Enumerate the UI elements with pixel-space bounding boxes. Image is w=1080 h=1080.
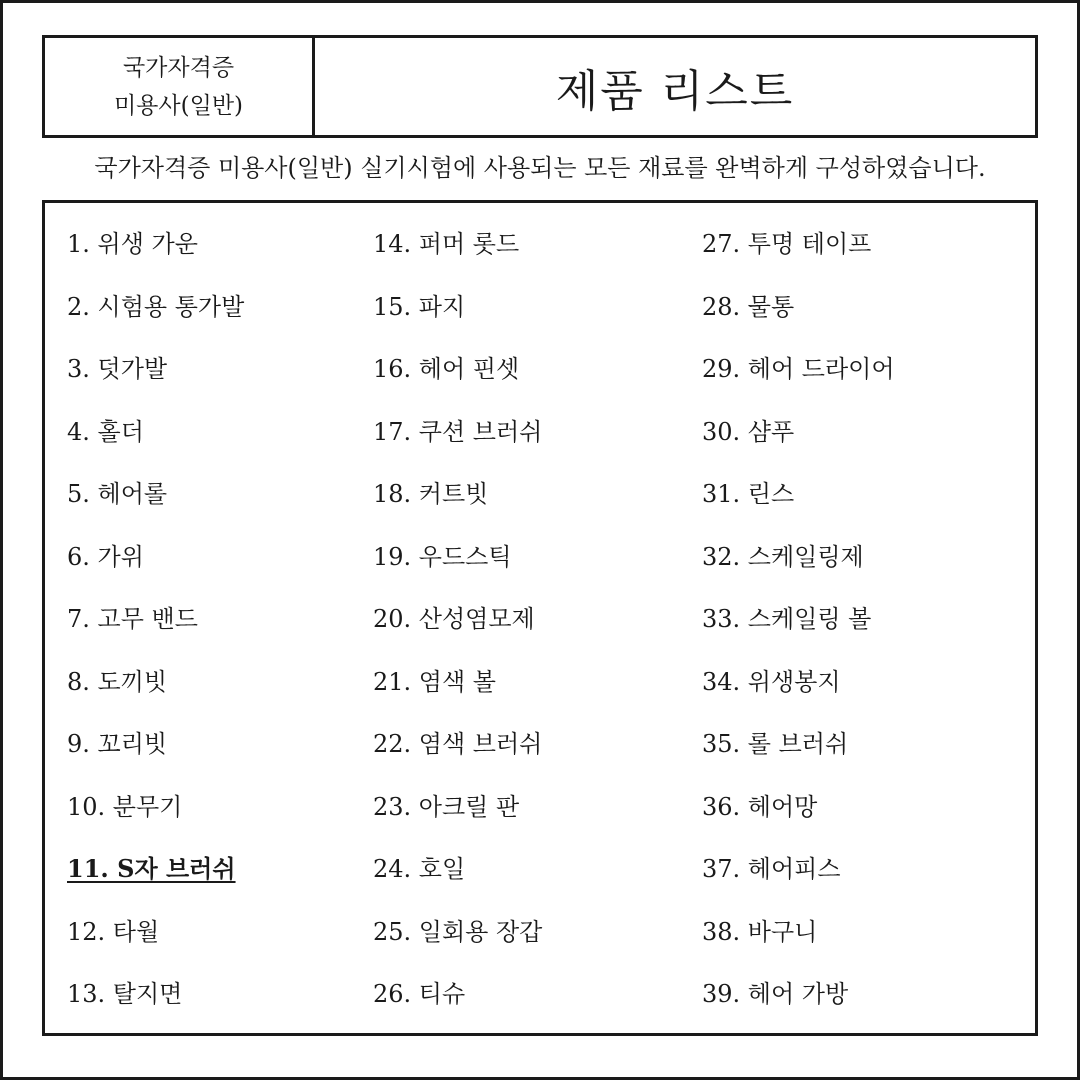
- product-item: 4. 홀더: [67, 417, 144, 446]
- product-item: 24. 호일: [373, 855, 466, 883]
- product-item: 23. 아크릴 판: [373, 792, 520, 821]
- product-item: 15. 파지: [373, 292, 466, 321]
- product-column-1: [67, 219, 244, 1032]
- product-item: 37. 헤어피스: [702, 855, 841, 883]
- product-item: 38. 바구니: [702, 917, 818, 946]
- product-item: 13. 탈지면: [67, 980, 183, 1008]
- product-item: 39. 헤어 가방: [702, 980, 849, 1008]
- certification-label: [45, 38, 315, 135]
- product-item: 12. 타월: [67, 917, 160, 946]
- product-item: 35. 롤 브러쉬: [702, 730, 849, 758]
- product-item: 14. 퍼머 롯드: [373, 230, 520, 258]
- product-item: 34. 위생봉지: [702, 667, 841, 696]
- product-item: 1. 위생 가운: [67, 230, 198, 258]
- certification-line-1: 국가자격증: [122, 54, 235, 81]
- product-item: 27. 투명 테이프: [702, 230, 872, 258]
- product-item: 33. 스케일링 볼: [702, 605, 872, 633]
- product-item: 21. 염색 볼: [373, 667, 496, 696]
- product-item: 18. 커트빗: [373, 480, 489, 508]
- product-item: 10. 분무기: [67, 792, 183, 821]
- product-item: 9. 꼬리빗: [67, 730, 168, 758]
- product-item: 5. 헤어롤: [67, 480, 168, 508]
- product-item: 36. 헤어망: [702, 792, 818, 821]
- product-item: 16. 헤어 핀셋: [373, 355, 520, 383]
- header: [42, 35, 1038, 138]
- product-item: 31. 린스: [702, 480, 795, 508]
- product-item: 20. 산성염모제: [373, 605, 535, 633]
- product-item: 8. 도끼빗: [67, 667, 168, 696]
- product-item: 7. 고무 밴드: [67, 605, 198, 633]
- product-item: 22. 염색 브러쉬: [373, 730, 543, 758]
- product-item: 17. 쿠션 브러쉬: [373, 417, 543, 446]
- product-item: 3. 덧가발: [67, 355, 168, 383]
- product-item: 25. 일회용 장갑: [373, 917, 543, 946]
- page-title: 제품 리스트: [555, 65, 795, 117]
- product-item: 30. 샴푸: [702, 417, 795, 446]
- product-item: 26. 티슈: [373, 980, 466, 1008]
- product-list: [42, 200, 1038, 1036]
- product-item: 32. 스케일링제: [702, 542, 864, 571]
- product-item: 6. 가위: [67, 542, 144, 571]
- product-column-3: [702, 219, 895, 1032]
- product-item: 19. 우드스틱: [373, 542, 512, 571]
- certification-line-2: 미용사(일반): [113, 92, 244, 119]
- product-item-highlighted: 11. S자 브러쉬: [67, 854, 236, 883]
- intro-text: 국가자격증 미용사(일반) 실기시험에 사용되는 모든 재료를 완벽하게 구성하였습니다.: [94, 154, 986, 182]
- product-column-2: [373, 219, 542, 1032]
- product-item: 28. 물통: [702, 292, 795, 321]
- product-item: 2. 시험용 통가발: [67, 292, 245, 321]
- product-item: 29. 헤어 드라이어: [702, 355, 895, 383]
